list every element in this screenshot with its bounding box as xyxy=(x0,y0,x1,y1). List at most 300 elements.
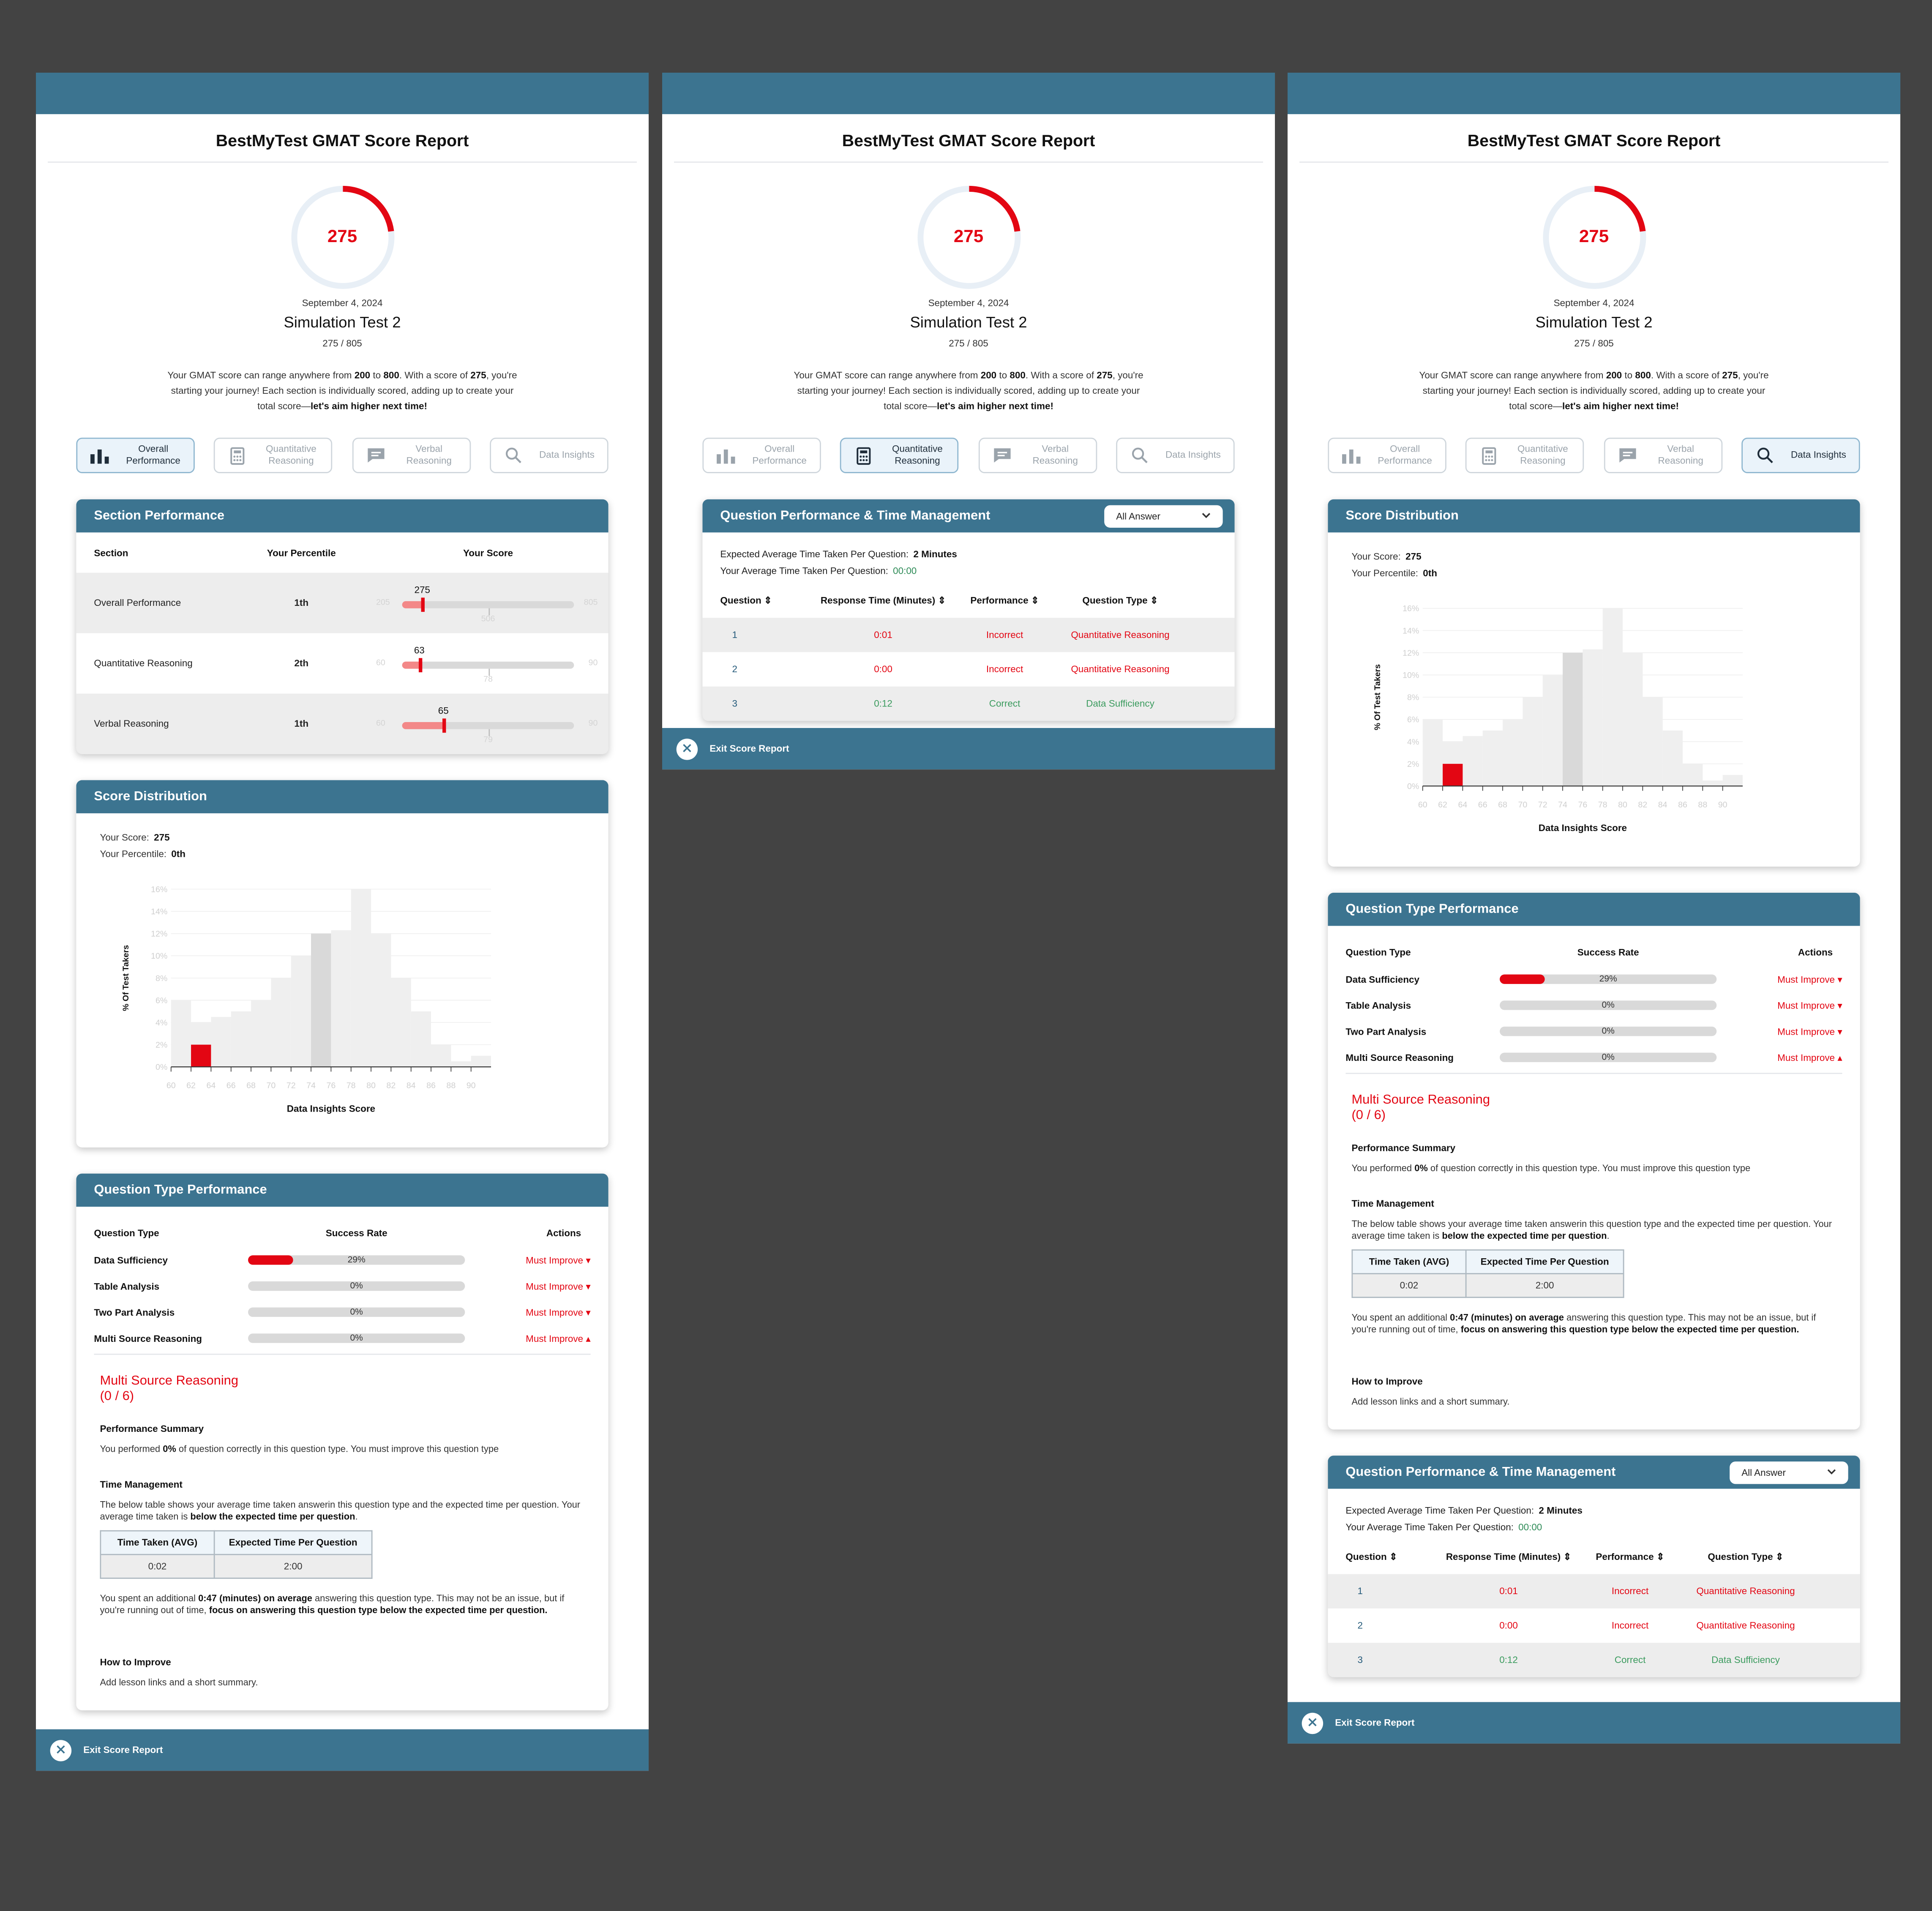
close-icon xyxy=(56,1744,65,1756)
score-max: 805 xyxy=(584,598,598,607)
tab-quantitative-reasoning[interactable]: Quantitative Reasoning xyxy=(214,438,333,473)
x-tick-label: 74 xyxy=(1558,800,1567,810)
time-table xyxy=(1351,1249,1624,1298)
how-to-improve-title: How to Improve xyxy=(1351,1376,1423,1387)
distribution-bar xyxy=(431,1045,451,1067)
score-label: 63 xyxy=(414,644,425,655)
y-tick-label: 14% xyxy=(151,907,168,917)
x-tick-label: 66 xyxy=(1478,800,1487,810)
question-type-name: Multi Source Reasoning xyxy=(94,1333,202,1344)
list-item xyxy=(1345,1044,1842,1071)
how-to-improve-text: Add lesson links and a short summary. xyxy=(100,1677,258,1688)
score-out-of: 275 / 805 xyxy=(949,338,988,349)
score-marker xyxy=(442,718,445,732)
calculator-icon xyxy=(853,445,874,466)
score-track xyxy=(402,600,574,608)
section-percentile: 1th xyxy=(294,597,309,608)
distribution-bar xyxy=(1463,736,1482,786)
performance-result: Incorrect xyxy=(986,664,1023,675)
your-score-bar xyxy=(1443,764,1463,786)
x-tick-label: 66 xyxy=(226,1081,236,1090)
score-description: Your GMAT score can range anywhere from 200 to 800. With a score of 275, you're starting your journey! Each section is individually scored, adding up to create your total score—let's aim higher next time! xyxy=(794,370,1143,412)
score-marker xyxy=(421,597,424,611)
distribution-bar xyxy=(1563,653,1583,786)
your-score-line: Your Score: 275 xyxy=(1351,551,1422,562)
question-type-name: Two Part Analysis xyxy=(1345,1026,1427,1037)
chevron-icon: ▾ xyxy=(586,1254,591,1265)
chevron-icon: ▴ xyxy=(1837,1052,1842,1063)
question-type: Quantitative Reasoning xyxy=(1071,664,1170,675)
performance-result: Correct xyxy=(1614,1655,1646,1666)
must-improve-toggle[interactable]: Must Improve ▾ xyxy=(1777,1026,1842,1037)
footer-bar xyxy=(1288,1702,1900,1743)
question-type-rows xyxy=(94,1247,590,1351)
section-percentile: 2th xyxy=(294,658,309,669)
x-tick-label: 90 xyxy=(466,1081,476,1090)
x-axis-label: Data Insights Score xyxy=(287,1103,376,1114)
must-improve-toggle[interactable]: Must Improve ▾ xyxy=(526,1281,591,1292)
score-distribution-card xyxy=(1328,499,1860,867)
success-rate-text: 0% xyxy=(350,1332,363,1343)
question-rows xyxy=(702,618,1234,721)
calculator-icon xyxy=(1479,445,1500,466)
sort-response-time[interactable]: Response Time (Minutes) ⇕ xyxy=(820,594,946,605)
question-performance-card xyxy=(1328,1456,1860,1677)
question-performance-header xyxy=(1328,1456,1860,1489)
performance-result: Correct xyxy=(989,698,1021,709)
must-improve-toggle[interactable]: Must Improve ▾ xyxy=(1777,973,1842,985)
expected-time-line: Expected Average Time Taken Per Question: 2 Minutes xyxy=(720,549,957,560)
score-distribution-header: Score Distribution xyxy=(1328,499,1860,533)
x-tick-label: 80 xyxy=(366,1081,376,1090)
x-tick-label: 88 xyxy=(446,1081,456,1090)
success-rate-text: 29% xyxy=(347,1254,366,1265)
x-tick-label: 82 xyxy=(386,1081,396,1090)
x-tick-label: 72 xyxy=(286,1081,296,1090)
x-tick-label: 90 xyxy=(1718,800,1727,810)
success-rate-bar xyxy=(1500,1052,1716,1062)
section-tabs xyxy=(702,438,1234,473)
test-date: September 4, 2024 xyxy=(1553,297,1635,309)
average-tick xyxy=(488,608,489,615)
success-rate-fill xyxy=(1500,974,1545,984)
question-type-name: Table Analysis xyxy=(94,1281,160,1292)
success-rate-bar xyxy=(1500,1027,1716,1036)
tab-verbal-reasoning[interactable]: Verbal Reasoning xyxy=(1604,438,1722,473)
exit-label[interactable]: Exit Score Report xyxy=(1335,1717,1415,1728)
page-title: BestMyTest GMAT Score Report xyxy=(674,114,1263,163)
table-row[interactable] xyxy=(1328,1574,1860,1608)
time-management-title: Time Management xyxy=(100,1479,183,1490)
table-row[interactable] xyxy=(702,618,1234,652)
score-max: 90 xyxy=(588,719,598,728)
distribution-bar xyxy=(391,978,411,1067)
success-rate-bar xyxy=(248,1281,465,1291)
col-rate: Success Rate xyxy=(1577,946,1639,957)
success-rate-text: 0% xyxy=(1602,1051,1615,1062)
score-report-overall xyxy=(36,73,649,1771)
col-actions: Actions xyxy=(546,1227,581,1238)
score-min: 60 xyxy=(376,658,385,667)
distribution-bar xyxy=(451,1061,471,1067)
distribution-bar xyxy=(231,1011,251,1067)
distribution-chart xyxy=(100,868,556,1129)
x-tick-label: 72 xyxy=(1538,800,1547,810)
tab-overall-performance[interactable]: Overall Performance xyxy=(76,438,194,473)
list-item xyxy=(94,1299,590,1325)
distribution-bar xyxy=(171,1000,191,1067)
question-number: 3 xyxy=(732,698,737,709)
list-item xyxy=(1345,1018,1842,1044)
question-type-header: Question Type Performance xyxy=(1328,893,1860,926)
exit-button[interactable] xyxy=(50,1739,71,1761)
x-tick-label: 70 xyxy=(266,1081,276,1090)
question-type-header: Question Type Performance xyxy=(76,1174,608,1207)
score-max: 90 xyxy=(588,658,598,667)
sort-question-type[interactable]: Question Type ⇕ xyxy=(1082,594,1158,605)
response-time: 0:12 xyxy=(1499,1655,1518,1666)
distribution-bar xyxy=(411,1011,431,1067)
success-rate-text: 0% xyxy=(1602,999,1615,1010)
x-tick-label: 60 xyxy=(1418,800,1427,810)
score-slider xyxy=(376,643,598,684)
x-tick-label: 86 xyxy=(426,1081,436,1090)
table-row xyxy=(76,573,608,633)
tab-data-insights[interactable]: Data Insights xyxy=(1116,438,1234,473)
distribution-bar xyxy=(1583,649,1602,786)
score-slider xyxy=(376,583,598,623)
extra-time-text: You spent an additional 0:47 (minutes) on average answering this question type. This may not be an issue, but if you're running out of time, focus on answering this question type below the expected time per question. xyxy=(100,1593,565,1616)
performance-result: Incorrect xyxy=(1611,1620,1649,1631)
question-rows xyxy=(1328,1574,1860,1677)
response-time: 0:01 xyxy=(1499,1586,1518,1597)
y-tick-label: 16% xyxy=(1403,604,1419,613)
y-tick-label: 0% xyxy=(1407,782,1419,791)
chevron-icon: ▾ xyxy=(1837,1026,1842,1037)
tab-quantitative-reasoning[interactable]: Quantitative Reasoning xyxy=(1466,438,1584,473)
time-table-h2: Expected Time Per Question xyxy=(214,1531,372,1554)
exit-button[interactable] xyxy=(1302,1712,1323,1733)
y-axis-label: % Of Test Takers xyxy=(1373,664,1382,731)
distribution-bar xyxy=(311,934,331,1067)
chat-icon xyxy=(1617,445,1638,466)
col-section: Section xyxy=(94,547,128,558)
tab-verbal-reasoning[interactable]: Verbal Reasoning xyxy=(352,438,470,473)
question-type-card xyxy=(76,1174,608,1711)
time-table-v2: 2:00 xyxy=(214,1554,372,1578)
question-performance-title: Question Performance & Time Management xyxy=(1345,1465,1616,1480)
success-rate-text: 0% xyxy=(1602,1025,1615,1036)
distribution-bar xyxy=(211,1017,231,1067)
question-number: 3 xyxy=(1357,1655,1363,1666)
distribution-bar xyxy=(271,978,291,1067)
distribution-bar xyxy=(1483,731,1503,786)
search-icon xyxy=(1129,445,1150,466)
x-tick-label: 86 xyxy=(1678,800,1687,810)
sort-question[interactable]: Question ⇕ xyxy=(720,594,772,605)
section-performance-header: Section Performance xyxy=(76,499,608,533)
table-row[interactable] xyxy=(1328,1608,1860,1643)
score-description: Your GMAT score can range anywhere from 200 to 800. With a score of 275, you're starting your journey! Each section is individually scored, adding up to create your total score—let's aim higher next time! xyxy=(1419,370,1769,412)
sort-question-type[interactable]: Question Type ⇕ xyxy=(1708,1551,1784,1562)
detail-title: Multi Source Reasoning (0 / 6) xyxy=(100,1374,239,1404)
distribution-bar xyxy=(371,934,391,1067)
success-rate-bar xyxy=(248,1255,465,1265)
success-rate-text: 0% xyxy=(350,1306,363,1317)
distribution-bar xyxy=(351,889,371,1067)
must-improve-toggle[interactable]: Must Improve ▾ xyxy=(526,1307,591,1318)
chevron-icon: ▾ xyxy=(1837,1000,1842,1011)
y-tick-label: 10% xyxy=(1403,671,1419,680)
question-performance-title: Question Performance & Time Management xyxy=(720,509,991,523)
exit-label[interactable]: Exit Score Report xyxy=(709,743,789,754)
y-tick-label: 2% xyxy=(155,1040,168,1050)
section-tabs xyxy=(76,438,608,473)
top-bar xyxy=(662,73,1275,114)
section-table-header xyxy=(76,532,608,572)
average-tick xyxy=(488,668,489,675)
average-label: 78 xyxy=(483,675,493,684)
how-to-improve-text: Add lesson links and a short summary. xyxy=(1351,1396,1510,1407)
x-tick-label: 64 xyxy=(206,1081,216,1090)
x-tick-label: 62 xyxy=(186,1081,196,1090)
your-score-line: Your Score: 275 xyxy=(100,832,170,843)
search-icon xyxy=(503,445,524,466)
y-tick-label: 2% xyxy=(1407,759,1419,769)
score-label: 65 xyxy=(438,705,449,716)
table-row xyxy=(76,633,608,694)
score-ring xyxy=(1541,184,1647,291)
tab-overall-performance[interactable]: Overall Performance xyxy=(702,438,821,473)
question-type-name: Data Sufficiency xyxy=(94,1254,168,1265)
section-percentile: 1th xyxy=(294,718,309,729)
score-ring xyxy=(289,184,396,291)
section-performance-card xyxy=(76,499,608,754)
x-tick-label: 76 xyxy=(1578,800,1588,810)
top-bar xyxy=(1288,73,1900,114)
score-label: 275 xyxy=(414,584,430,595)
list-item xyxy=(94,1247,590,1273)
question-type: Quantitative Reasoning xyxy=(1696,1620,1795,1631)
distribution-bar xyxy=(1623,653,1643,786)
distribution-bar xyxy=(1723,775,1743,786)
time-management-title: Time Management xyxy=(1351,1198,1434,1209)
average-time-line: Your Average Time Taken Per Question: 00:00 xyxy=(720,565,917,576)
question-type: Data Sufficiency xyxy=(1711,1655,1780,1666)
tab-quantitative-reasoning[interactable]: Quantitative Reasoning xyxy=(840,438,959,473)
x-tick-label: 68 xyxy=(1498,800,1507,810)
success-rate-bar xyxy=(1500,1000,1716,1010)
chevron-icon: ▾ xyxy=(1837,973,1842,985)
section-rows xyxy=(76,573,608,754)
test-date: September 4, 2024 xyxy=(928,297,1009,309)
distribution-bar xyxy=(1663,731,1683,786)
question-number: 2 xyxy=(1357,1620,1363,1631)
bar-chart-icon xyxy=(89,445,110,466)
x-tick-label: 84 xyxy=(406,1081,416,1090)
success-rate-text: 29% xyxy=(1599,973,1617,984)
your-score-bar xyxy=(191,1045,211,1067)
success-rate-fill xyxy=(248,1255,294,1265)
score-min: 205 xyxy=(376,598,390,607)
y-tick-label: 0% xyxy=(155,1063,168,1072)
success-rate-bar xyxy=(248,1333,465,1343)
question-type-name: Two Part Analysis xyxy=(94,1307,175,1318)
tab-data-insights[interactable]: Data Insights xyxy=(490,438,608,473)
question-performance-header xyxy=(702,499,1234,533)
x-tick-label: 70 xyxy=(1518,800,1528,810)
time-table-h1: Time Taken (AVG) xyxy=(1352,1250,1466,1273)
chat-icon xyxy=(365,445,386,466)
question-number: 2 xyxy=(732,664,737,675)
close-icon xyxy=(682,743,692,755)
col-rate: Success Rate xyxy=(325,1227,387,1238)
question-performance-card xyxy=(702,499,1234,721)
x-tick-label: 84 xyxy=(1658,800,1667,810)
x-tick-label: 76 xyxy=(326,1081,336,1090)
footer-bar xyxy=(36,1729,649,1771)
performance-summary-title: Performance Summary xyxy=(1351,1142,1456,1153)
test-name: Simulation Test 2 xyxy=(1535,313,1653,331)
chevron-down-icon xyxy=(1201,510,1211,521)
sort-performance[interactable]: Performance ⇕ xyxy=(1596,1551,1665,1562)
y-axis-label: % Of Test Takers xyxy=(121,945,131,1011)
tab-data-insights[interactable]: Data Insights xyxy=(1741,438,1860,473)
table-row[interactable] xyxy=(1328,1643,1860,1677)
top-bar xyxy=(36,73,649,114)
page-title: BestMyTest GMAT Score Report xyxy=(1299,114,1888,163)
y-tick-label: 14% xyxy=(1403,626,1419,636)
time-table xyxy=(100,1530,372,1579)
must-improve-toggle[interactable]: Must Improve ▴ xyxy=(526,1333,591,1344)
col-percentile: Your Percentile xyxy=(267,547,336,558)
average-label: 79 xyxy=(483,736,493,744)
answer-filter-dropdown[interactable]: All Answer xyxy=(1730,1461,1848,1483)
test-name: Simulation Test 2 xyxy=(910,313,1027,331)
list-item xyxy=(1345,992,1842,1018)
response-time: 0:01 xyxy=(874,630,892,641)
question-type: Quantitative Reasoning xyxy=(1696,1586,1795,1597)
y-tick-label: 12% xyxy=(1403,648,1419,658)
time-management-text: The below table shows your average time taken answerin this question type and the expected time per question. Your average time taken is below the expected time per question. xyxy=(1351,1219,1832,1241)
question-type-name: Table Analysis xyxy=(1345,1000,1411,1011)
y-tick-label: 4% xyxy=(1407,737,1419,747)
tab-overall-performance[interactable]: Overall Performance xyxy=(1328,438,1446,473)
table-row[interactable] xyxy=(702,687,1234,721)
extra-time-text: You spent an additional 0:47 (minutes) on average answering this question type. This may not be an issue, but if you're running out of time, focus on answering this question type below the expected time per question. xyxy=(1351,1312,1816,1335)
col-actions: Actions xyxy=(1798,946,1833,957)
exit-button[interactable] xyxy=(677,738,698,759)
distribution-chart xyxy=(1351,587,1808,848)
score-distribution-header: Score Distribution xyxy=(76,780,608,813)
y-tick-label: 6% xyxy=(1407,715,1419,725)
x-tick-label: 88 xyxy=(1698,800,1708,810)
y-tick-label: 12% xyxy=(151,929,168,939)
time-table-h1: Time Taken (AVG) xyxy=(101,1531,214,1554)
time-table-v1: 0:02 xyxy=(101,1554,214,1578)
success-rate-bar xyxy=(1500,974,1716,984)
score-track xyxy=(402,661,574,668)
success-rate-bar xyxy=(248,1307,465,1317)
table-row[interactable] xyxy=(702,652,1234,686)
sort-performance[interactable]: Performance ⇕ xyxy=(970,594,1039,605)
sort-response-time[interactable]: Response Time (Minutes) ⇕ xyxy=(1446,1551,1572,1562)
footer-bar xyxy=(662,728,1275,769)
question-type-name: Multi Source Reasoning xyxy=(1345,1052,1454,1063)
response-time: 0:00 xyxy=(874,664,892,675)
list-item xyxy=(1345,966,1842,992)
distribution-bar xyxy=(1603,608,1623,786)
chevron-icon: ▴ xyxy=(586,1333,591,1344)
question-number: 1 xyxy=(1357,1586,1363,1597)
distribution-bar xyxy=(1503,720,1523,786)
tab-verbal-reasoning[interactable]: Verbal Reasoning xyxy=(978,438,1097,473)
list-item xyxy=(94,1273,590,1299)
y-tick-label: 4% xyxy=(155,1018,168,1028)
test-date: September 4, 2024 xyxy=(302,297,383,309)
must-improve-toggle[interactable]: Must Improve ▾ xyxy=(526,1254,591,1265)
distribution-bar xyxy=(1423,720,1443,786)
answer-filter-dropdown[interactable]: All Answer xyxy=(1104,504,1223,527)
bar-chart-icon xyxy=(715,445,737,466)
x-tick-label: 80 xyxy=(1618,800,1627,810)
your-percentile-line: Your Percentile: 0th xyxy=(1351,568,1437,579)
how-to-improve-title: How to Improve xyxy=(100,1657,171,1668)
list-item xyxy=(94,1325,590,1352)
distribution-bar xyxy=(291,956,311,1067)
chevron-icon: ▾ xyxy=(586,1307,591,1318)
score-value: 275 xyxy=(1579,226,1609,247)
section-name: Verbal Reasoning xyxy=(94,718,169,729)
score-report-quantitative xyxy=(662,73,1275,769)
question-table-header xyxy=(1328,1538,1860,1574)
question-type-rows xyxy=(1345,966,1842,1071)
detail-title: Multi Source Reasoning (0 / 6) xyxy=(1351,1093,1490,1123)
time-management-text: The below table shows your average time taken answerin this question type and the expected time per question. Your average time taken is below the expected time per question. xyxy=(100,1499,581,1522)
success-rate-text: 0% xyxy=(350,1280,363,1291)
x-tick-label: 62 xyxy=(1438,800,1447,810)
question-type: Data Sufficiency xyxy=(1086,698,1154,709)
score-description: Your GMAT score can range anywhere from 200 to 800. With a score of 275, you're starting your journey! Each section is individually scored, adding up to create your total score—let's aim higher next time! xyxy=(167,370,517,412)
score-ring xyxy=(915,184,1022,291)
must-improve-toggle[interactable]: Must Improve ▾ xyxy=(1777,1000,1842,1011)
close-icon xyxy=(1308,1717,1317,1729)
score-value: 275 xyxy=(953,226,984,247)
distribution-bar xyxy=(1683,764,1703,786)
performance-result: Incorrect xyxy=(1611,1586,1649,1597)
y-tick-label: 8% xyxy=(1407,693,1419,703)
question-type-table-header xyxy=(1345,938,1842,966)
score-value: 275 xyxy=(327,226,357,247)
section-name: Quantitative Reasoning xyxy=(94,658,193,669)
exit-label[interactable]: Exit Score Report xyxy=(83,1745,163,1756)
average-label: 506 xyxy=(481,615,495,623)
time-table-v1: 0:02 xyxy=(1352,1274,1466,1298)
question-table-header xyxy=(702,582,1234,618)
must-improve-toggle[interactable]: Must Improve ▴ xyxy=(1777,1052,1842,1063)
score-distribution-card xyxy=(76,780,608,1147)
expected-time-line: Expected Average Time Taken Per Question: 2 Minutes xyxy=(1345,1505,1583,1516)
distribution-bar xyxy=(1523,697,1542,786)
question-type-card xyxy=(1328,893,1860,1430)
response-time: 0:12 xyxy=(874,698,892,709)
sort-question[interactable]: Question ⇕ xyxy=(1345,1551,1397,1562)
page-title: BestMyTest GMAT Score Report xyxy=(48,114,637,163)
score-out-of: 275 / 805 xyxy=(1574,338,1614,349)
score-report-data-insights xyxy=(1288,73,1900,1744)
x-axis-label: Data Insights Score xyxy=(1538,823,1627,834)
time-table-v2: 2:00 xyxy=(1466,1274,1624,1298)
